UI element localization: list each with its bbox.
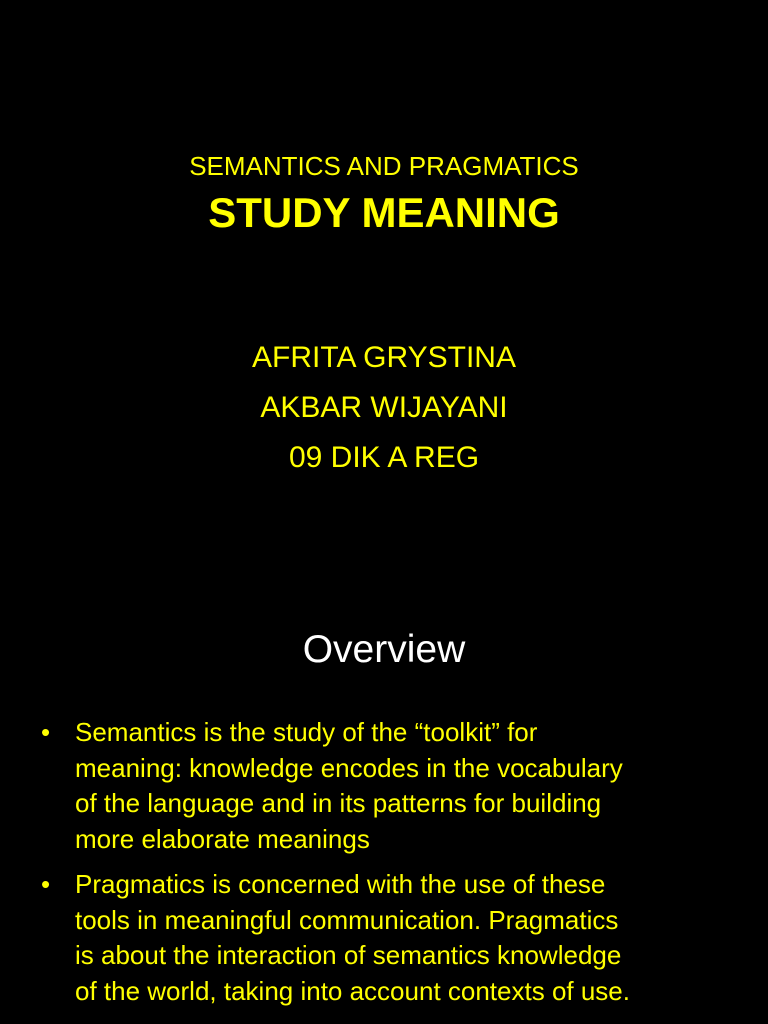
bullet-line: Semantics is the study of the “toolkit” for <box>75 717 538 747</box>
bullet-item-pragmatics <box>0 867 768 1009</box>
bullet-item-semantics <box>0 715 768 857</box>
author-line: AKBAR WIJAYANI <box>260 391 508 424</box>
bullet-line: of the language and in its patterns for building <box>75 788 602 818</box>
bullet-text <box>75 867 748 1009</box>
bullet-icon: • <box>41 717 51 747</box>
bullet-icon: • <box>41 869 51 899</box>
class-line: 09 DIK A REG <box>288 441 480 474</box>
bullet-text <box>75 715 748 857</box>
author-line: AFRITA GRYSTINA <box>252 341 516 374</box>
bullet-line: meaning: knowledge encodes in the vocabulary <box>75 752 623 783</box>
bullet-line: Pragmatics is concerned with the use of these <box>75 869 606 899</box>
bullet-line: tools in meaningful communication. Pragmatics <box>75 904 619 935</box>
overview-title: Overview <box>302 628 466 671</box>
overview-slide <box>0 576 768 1024</box>
author-block <box>0 333 768 483</box>
slide-title: STUDY MEANING <box>208 189 560 236</box>
bullet-list <box>0 715 768 1019</box>
slide-subtitle: SEMANTICS AND PRAGMATICS <box>189 151 579 181</box>
bullet-line: of the world, taking into account contexts of use. <box>75 975 630 1006</box>
bullet-line: more elaborate meanings <box>75 823 370 854</box>
bullet-line: is about the interaction of semantics knowledge <box>75 940 622 970</box>
